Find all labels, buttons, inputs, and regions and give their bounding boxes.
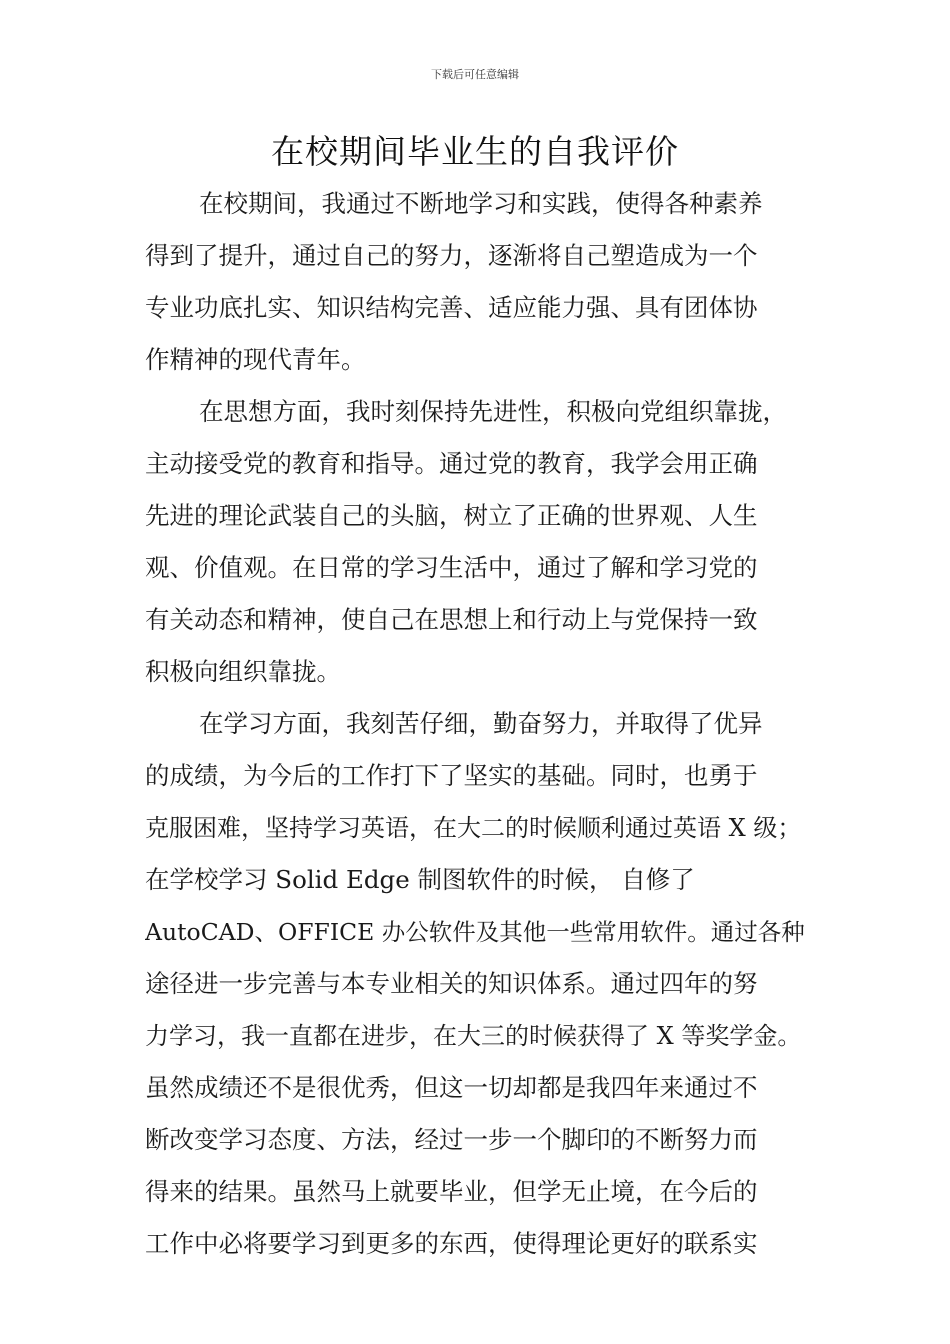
header-note: 下载后可任意编辑: [431, 68, 519, 81]
text-line: AutoCAD、OFFICE 办公软件及其他一些常用软件。通过各种: [145, 918, 805, 946]
text-line: 得到了提升，通过自己的努力，逐渐将自己塑造成为一个: [145, 241, 758, 270]
document-title: 在校期间毕业生的自我评价: [271, 132, 679, 171]
text-line: 的成绩，为今后的工作打下了坚实的基础。同时，也勇于: [145, 761, 758, 790]
text-line: 积极向组织靠拢。: [145, 657, 341, 686]
text-line: 先进的理论武装自己的头脑，树立了正确的世界观、人生: [145, 501, 758, 530]
text-line: 在学校学习 Solid Edge 制图软件的时候， 自修了: [145, 865, 695, 894]
text-line: 主动接受党的教育和指导。通过党的教育，我学会用正确: [145, 449, 758, 478]
text-line: 力学习，我一直都在进步，在大三的时候获得了 X 等奖学金。: [145, 1022, 802, 1050]
text-line: 克服困难，坚持学习英语，在大二的时候顺利通过英语 X 级；: [145, 814, 802, 842]
text-line: 观、价值观。在日常的学习生活中，通过了解和学习党的: [145, 553, 758, 582]
text-line: 有关动态和精神，使自己在思想上和行动上与党保持一致: [145, 605, 758, 634]
text-line: 工作中必将要学习到更多的东西，使得理论更好的联系实: [145, 1229, 758, 1258]
document-body: [145, 178, 805, 1270]
text-line: 途径进一步完善与本专业相关的知识体系。通过四年的努: [145, 969, 758, 998]
text-line: 作精神的现代青年。: [145, 345, 366, 374]
text-line: 在学习方面，我刻苦仔细，勤奋努力，并取得了优异: [199, 709, 763, 738]
text-line: 专业功底扎实、知识结构完善、适应能力强、具有团体协: [145, 293, 758, 322]
text-line: 得来的结果。虽然马上就要毕业，但学无止境，在今后的: [145, 1177, 758, 1206]
text-line: 在思想方面，我时刻保持先进性，积极向党组织靠拢，: [199, 397, 787, 426]
text-line: 虽然成绩还不是很优秀，但这一切却都是我四年来通过不: [145, 1073, 758, 1102]
text-line: 断改变学习态度、方法，经过一步一个脚印的不断努力而: [145, 1125, 758, 1154]
text-line: 在校期间，我通过不断地学习和实践，使得各种素养: [199, 189, 763, 218]
